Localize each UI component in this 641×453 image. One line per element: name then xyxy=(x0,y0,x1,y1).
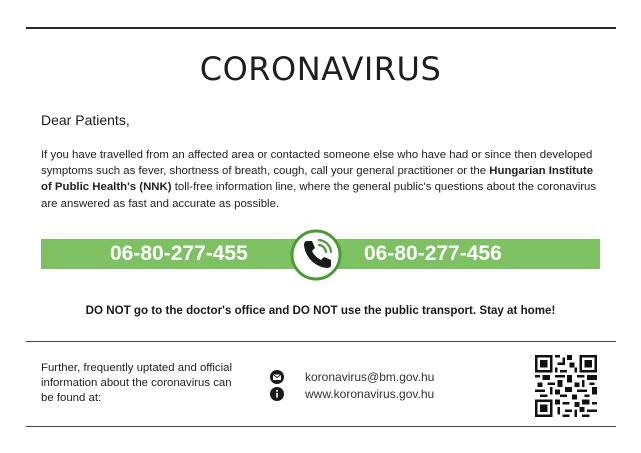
phone-number-1[interactable]: 06-80-277-455 xyxy=(110,242,248,265)
middle-rule xyxy=(26,341,616,342)
top-rule xyxy=(26,27,616,29)
body-paragraph xyxy=(41,147,606,212)
website-link[interactable]: www.koronavirus.gov.hu xyxy=(305,387,435,401)
mail-icon xyxy=(270,370,284,384)
info-icon xyxy=(270,387,284,401)
qr-code[interactable] xyxy=(535,355,597,417)
email-link[interactable]: koronavirus@bm.gov.hu xyxy=(305,370,435,384)
bottom-rule xyxy=(26,426,616,427)
body-text-part1: If you have travelled from an affected area or contacted someone else who have had or since then developed symptoms such as fever, shortness of breath, cough, call your general practitioner or the xyxy=(41,149,593,178)
phone-number-2[interactable]: 06-80-277-456 xyxy=(364,242,502,265)
institute-name: Hungarian Institute of Public Health's (NNK) xyxy=(41,165,594,194)
stay-home-warning: DO NOT go to the doctor's office and DO NOT use the public transport. Stay at home! xyxy=(85,304,556,317)
body-text-part2: toll-free information line, where the general public's questions about the coronavirus are answered as fast and accurate as possible. xyxy=(41,181,597,210)
further-info-text: Further, frequently uptated and official information about the coronavirus can be found at: xyxy=(41,362,233,404)
page-title: CORONAVIRUS xyxy=(199,50,442,88)
phone-icon xyxy=(290,229,342,281)
greeting: Dear Patients, xyxy=(41,112,130,128)
